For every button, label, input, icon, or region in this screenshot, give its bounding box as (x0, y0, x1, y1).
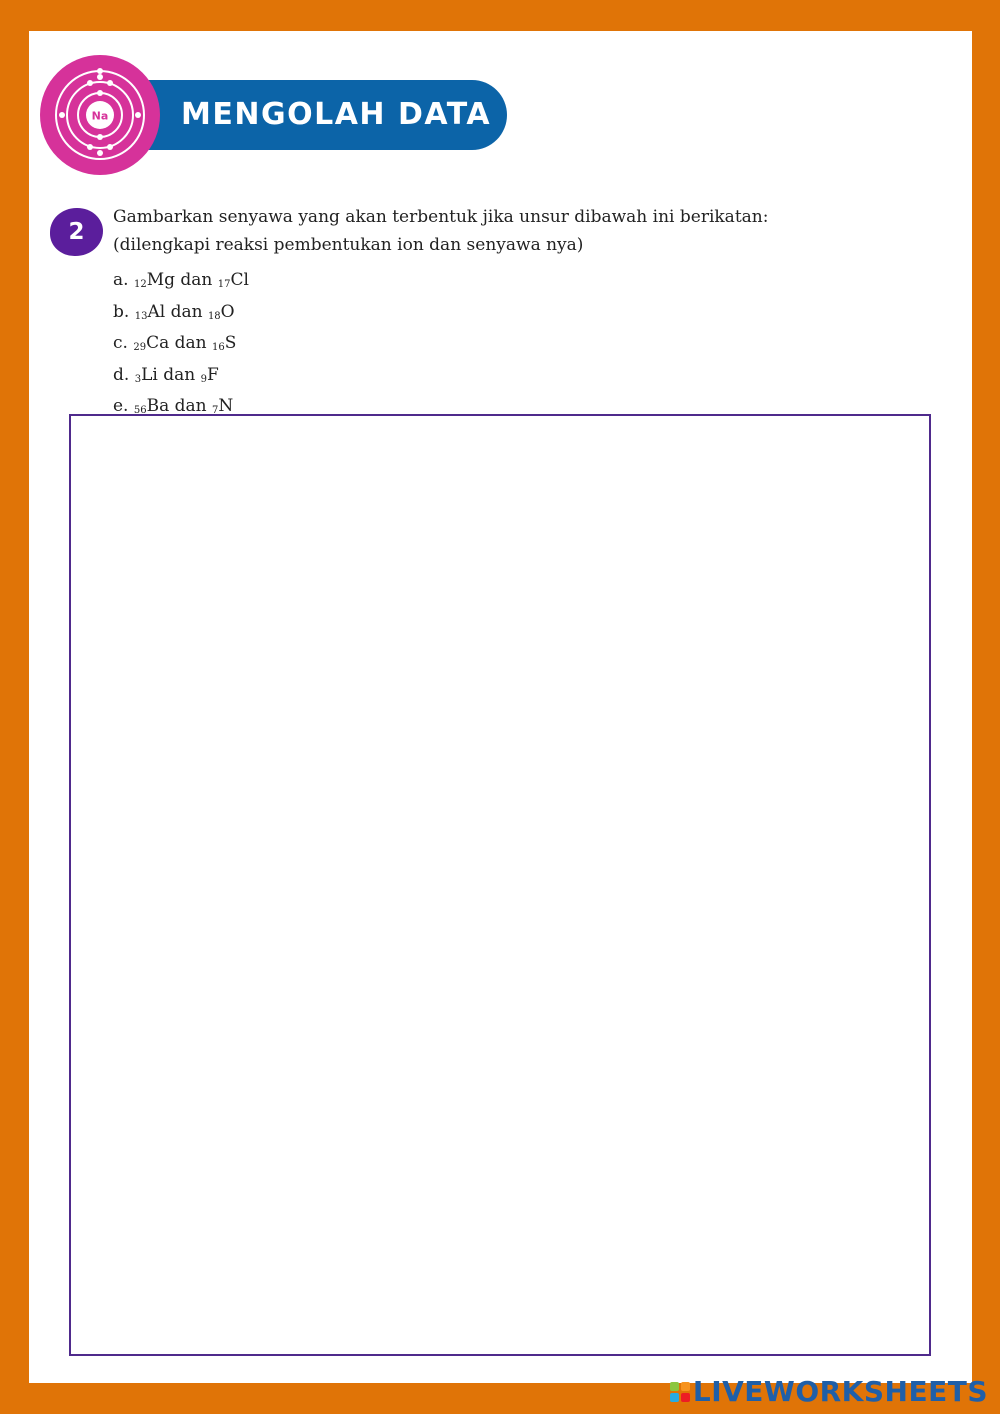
question-line-2: (dilengkapi reaksi pembentukan ion dan senyawa nya) (113, 235, 584, 255)
worksheet-page (29, 31, 972, 1383)
liveworksheets-logo-icon (670, 1382, 690, 1402)
watermark-text: LIVEWORKSHEETS (692, 1375, 988, 1408)
list-item: b. $_{13}$Al dan $_{18}$O (113, 301, 235, 322)
question-number-badge: 2 (50, 208, 103, 256)
list-item: a. $_{12}$Mg dan $_{17}$Cl (113, 270, 249, 290)
liveworksheets-watermark (670, 1375, 988, 1408)
question-line-1: Gambarkan senyawa yang akan terbentuk jika unsur dibawah ini berikatan: (113, 207, 769, 227)
question-text (113, 203, 768, 259)
logo-symbol: Na (91, 109, 109, 123)
sodium-atom-logo (40, 55, 160, 175)
list-item: c. $_{29}$Ca dan $_{16}$S (113, 333, 237, 353)
list-item: e. $_{56}$Ba dan $_7$N (113, 396, 234, 416)
answer-drawing-area[interactable] (69, 414, 931, 1356)
list-item: d. $_3$Li dan $_9$F (113, 364, 219, 385)
page-title: MENGOLAH DATA (181, 97, 492, 132)
element-pair-list (113, 267, 249, 425)
